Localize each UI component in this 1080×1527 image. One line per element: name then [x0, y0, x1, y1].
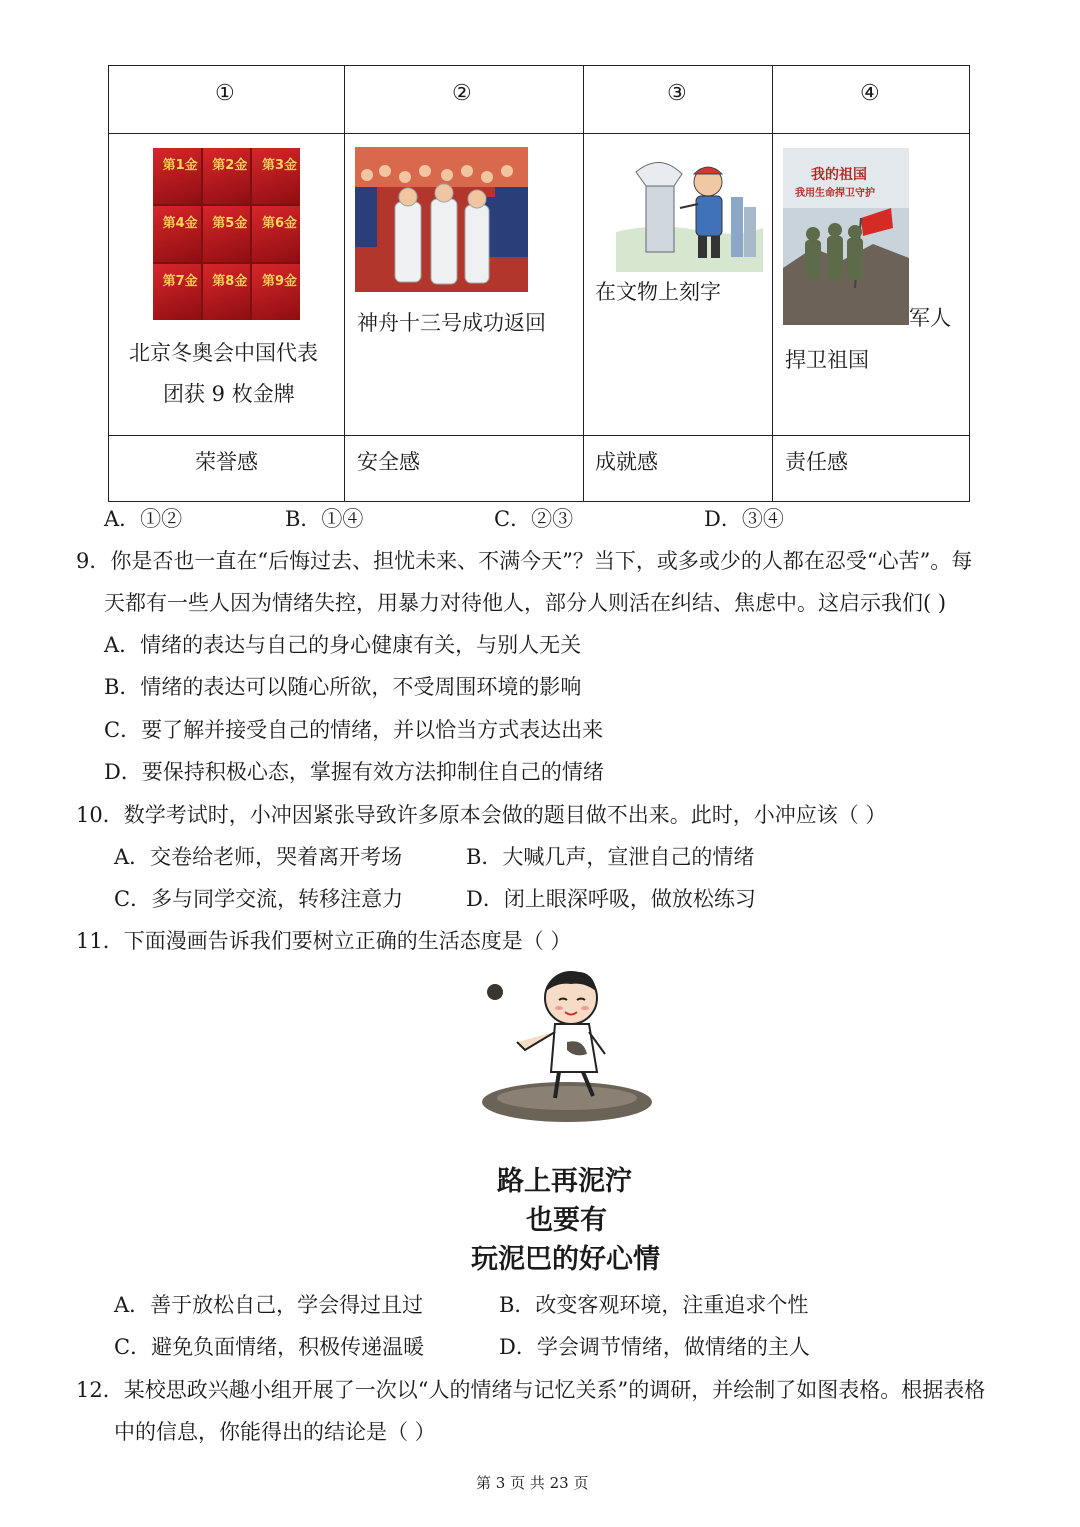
q11-option-a[interactable]: A．善于放松自己，学会得过且过 — [114, 1293, 424, 1317]
feeling-3: 成就感 — [595, 450, 658, 474]
medal-collage-image: 第1金 第2金 第3金 第4金 第5金 第6金 第7金 第8金 第9金 — [153, 148, 300, 320]
table-header-3: ③ — [667, 81, 687, 106]
cell-4-caption-line2: 捍卫祖国 — [785, 348, 869, 372]
q9-stem-line1: 9．你是否也一直在“后悔过去、担忧未来、不满今天”？当下，或多或少的人都在忍受“心苦”。每 — [76, 549, 973, 573]
poster-subtitle: 我用生命捍卫守护 — [795, 188, 875, 199]
astronauts-photo — [355, 147, 528, 292]
table-header-1: ① — [215, 81, 235, 106]
cartoon-caption-line1: 路上再泥泞 — [497, 1166, 632, 1197]
cartoon-caption-line2: 也要有 — [526, 1205, 607, 1236]
table-divider — [109, 133, 969, 134]
soldiers-poster-image — [783, 148, 909, 325]
feeling-4: 责任感 — [785, 450, 848, 474]
q9-option-b[interactable]: B．情绪的表达可以随心所欲，不受周围环境的影响 — [104, 675, 582, 699]
q9-option-a[interactable]: A．情绪的表达与自己的身心健康有关，与别人无关 — [104, 633, 582, 657]
cell-3-caption: 在文物上刻字 — [595, 280, 721, 304]
q11-stem: 11．下面漫画告诉我们要树立正确的生活态度是（ ） — [76, 929, 572, 953]
feeling-2: 安全感 — [357, 450, 420, 474]
q11-option-b[interactable]: B．改变客观环境，注重追求个性 — [499, 1293, 809, 1317]
q11-option-d[interactable]: D．学会调节情绪，做情绪的主人 — [499, 1335, 810, 1359]
q12-stem-line1: 12．某校思政兴趣小组开展了一次以“人的情绪与记忆关系”的调研，并绘制了如图表格。根据表格 — [76, 1378, 986, 1402]
q10-stem: 10．数学考试时，小冲因紧张导致许多原本会做的题目做不出来。此时，小冲应该（ ） — [76, 803, 887, 827]
page-footer: 第 3 页 共 23 页 — [476, 1474, 589, 1492]
table-header-2: ② — [452, 81, 472, 106]
q12-stem-line2: 中的信息，你能得出的结论是（ ） — [114, 1420, 436, 1444]
cartoon-caption-line3: 玩泥巴的好心情 — [471, 1244, 660, 1275]
q8-option-a[interactable]: A．①② — [104, 507, 183, 531]
cell-1-caption-line1: 北京冬奥会中国代表 — [129, 341, 318, 365]
mud-play-cartoon-image — [475, 962, 660, 1127]
q8-option-b[interactable]: B．①④ — [285, 507, 364, 531]
q10-option-b[interactable]: B．大喊几声，宣泄自己的情绪 — [466, 845, 755, 869]
cell-1-caption-line2: 团获 9 枚金牌 — [163, 382, 295, 406]
q9-stem-line2: 天都有一些人因为情绪失控，用暴力对待他人，部分人则活在纠结、焦虑中。这启示我们( ) — [104, 591, 947, 615]
cell-2-caption: 神舟十三号成功返回 — [357, 311, 546, 335]
q9-option-d[interactable]: D．要保持积极心态，掌握有效方法抑制住自己的情绪 — [104, 760, 604, 784]
q11-option-c[interactable]: C．避免负面情绪，积极传递温暖 — [114, 1335, 425, 1359]
table-divider — [109, 435, 969, 436]
feeling-1: 荣誉感 — [195, 450, 258, 474]
q8-option-c[interactable]: C．②③ — [494, 507, 574, 531]
carving-cartoon-image — [616, 152, 763, 272]
q9-option-c[interactable]: C．要了解并接受自己的情绪，并以恰当方式表达出来 — [104, 718, 604, 742]
q8-table — [108, 65, 970, 502]
cell-4-caption-line1: 军人 — [909, 306, 951, 330]
q10-option-c[interactable]: C．多与同学交流，转移注意力 — [114, 887, 404, 911]
poster-title: 我的祖国 — [811, 167, 867, 183]
q10-option-d[interactable]: D．闭上眼深呼吸，做放松练习 — [466, 887, 756, 911]
table-header-4: ④ — [860, 81, 880, 106]
q8-option-d[interactable]: D．③④ — [704, 507, 784, 531]
q10-option-a[interactable]: A．交卷给老师，哭着离开考场 — [114, 845, 403, 869]
